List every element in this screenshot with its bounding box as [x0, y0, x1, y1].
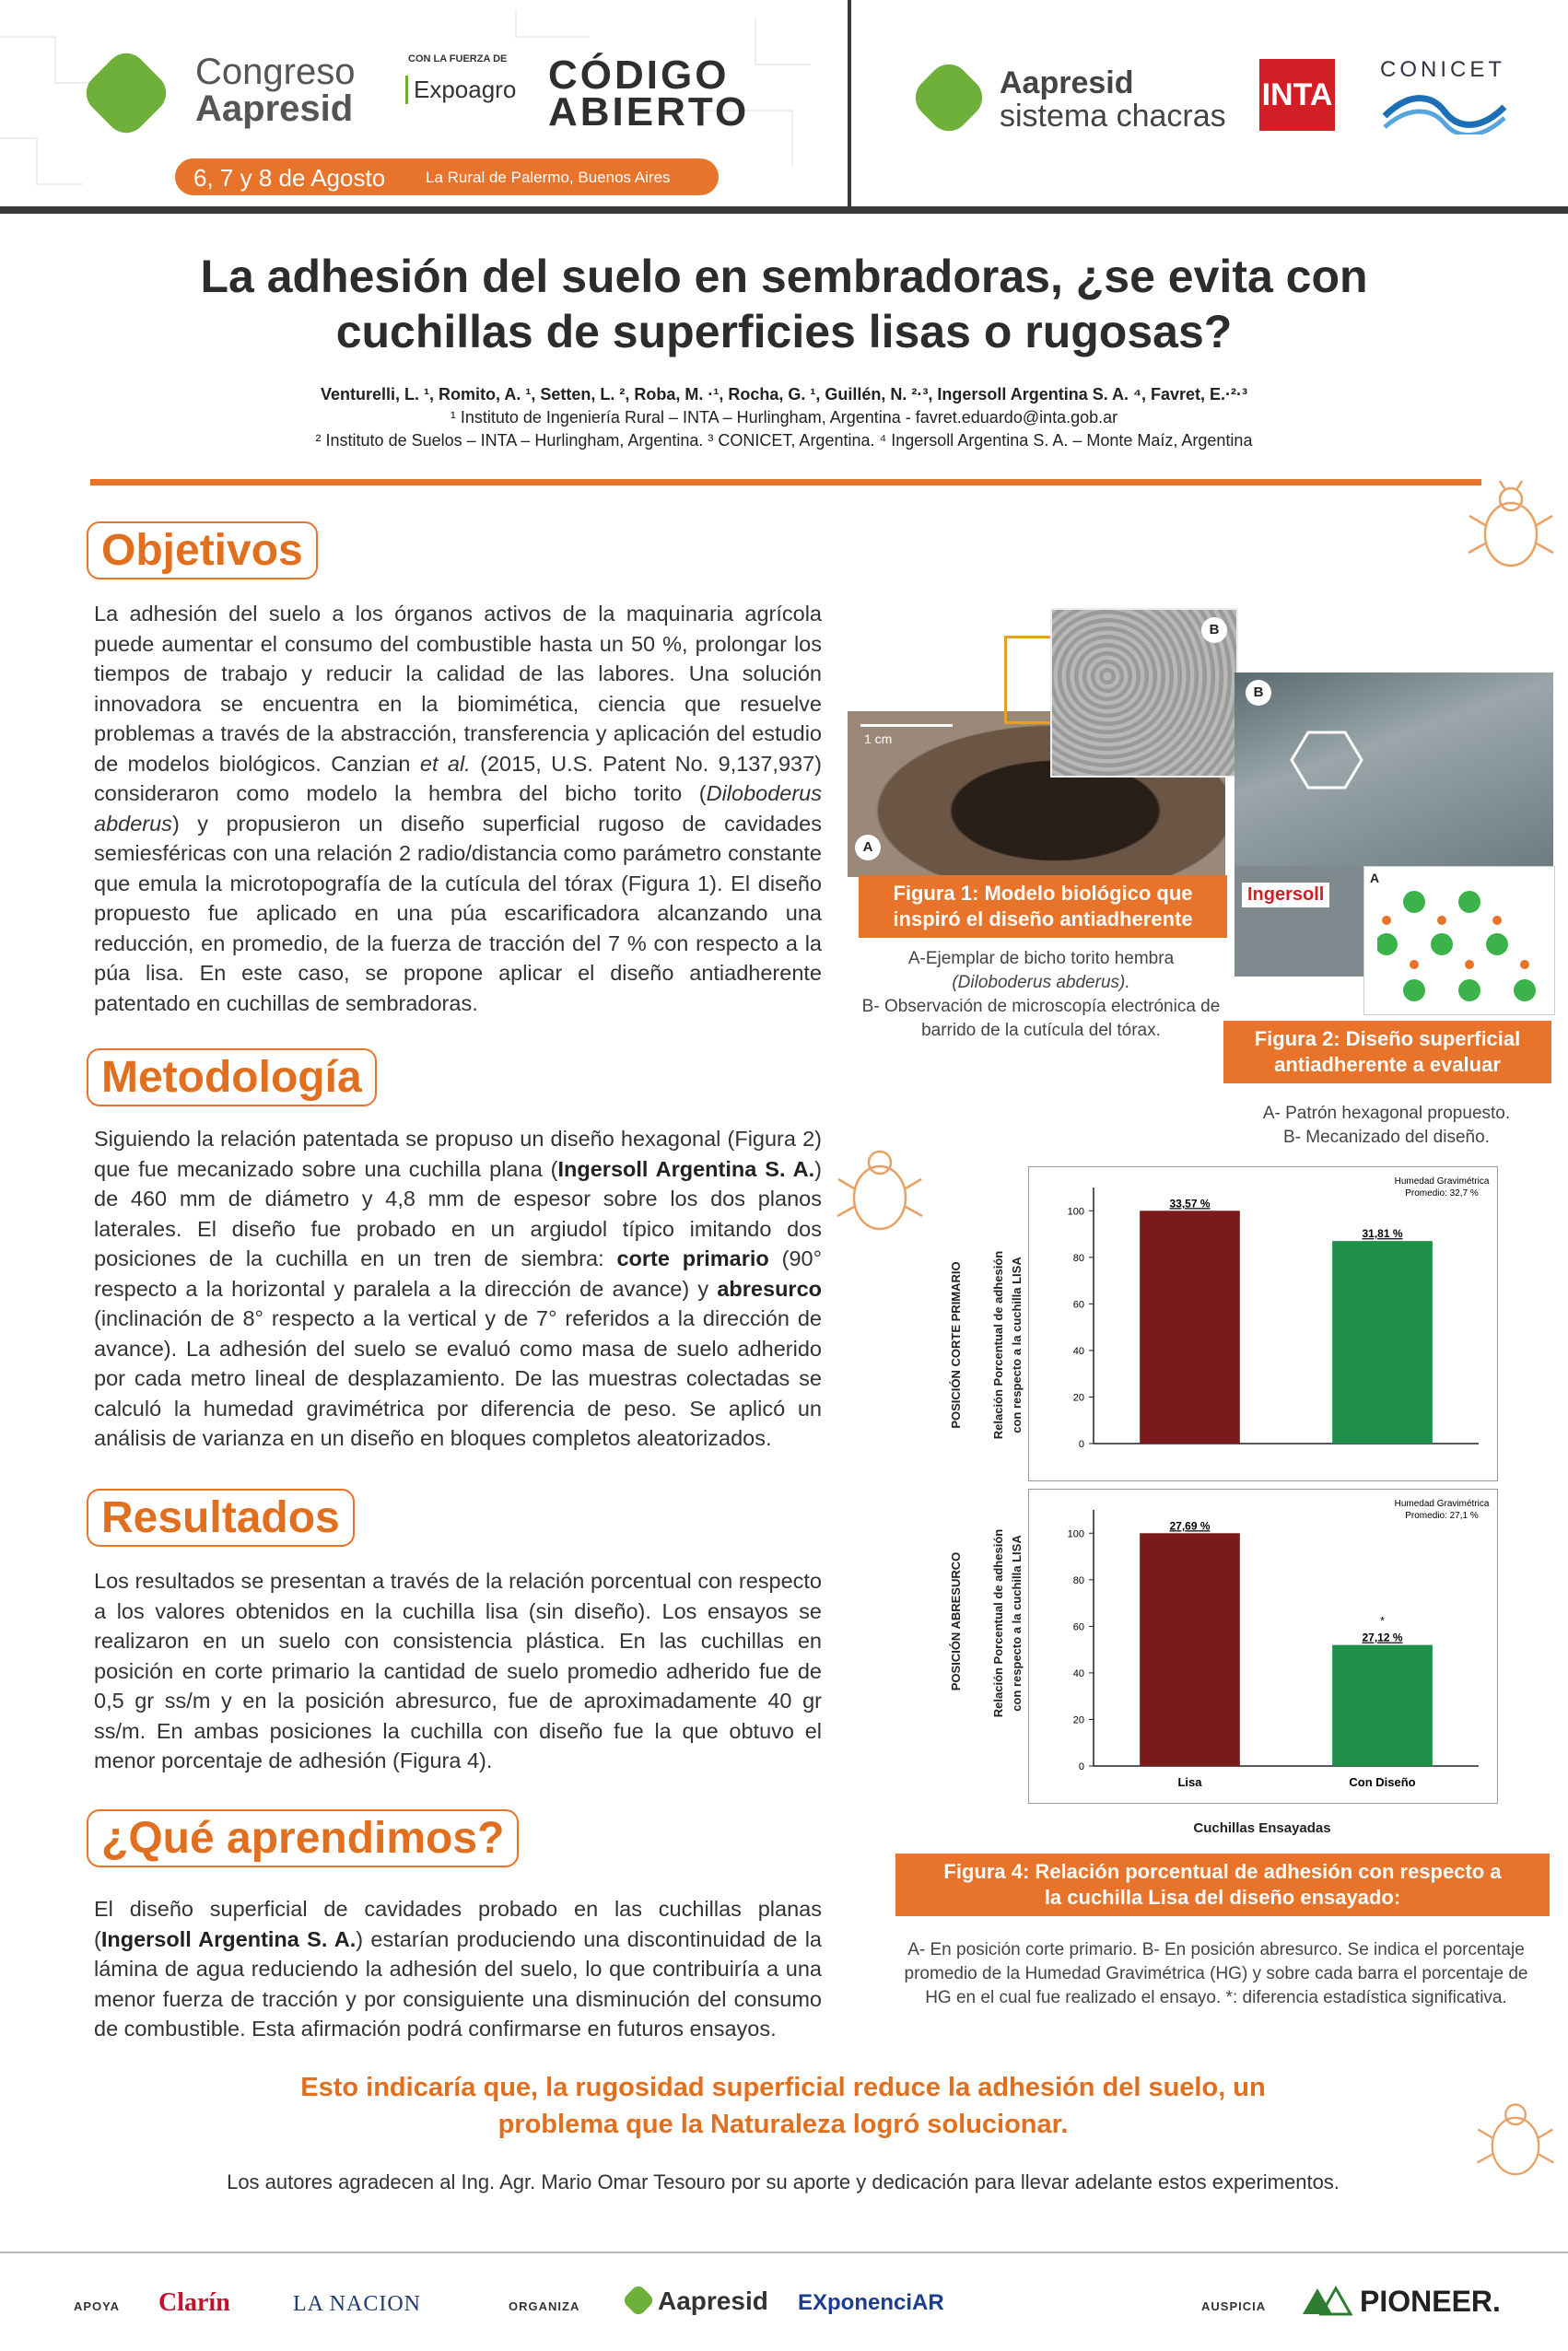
congreso-logo-text — [195, 53, 355, 127]
beetle-icon — [1465, 479, 1557, 580]
fig1-badge-a: A — [855, 835, 881, 860]
poster-title — [74, 249, 1494, 359]
fig4-description: A- En posición corte primario. B- En posición abresurco. Se indica el porcentaje promedio de la Humedad Gravimétrica (HG) y sobre cada barra el porcentaje de HG en el cual fue realizado el ensayo. *: diferencia estadística significativa. — [904, 1940, 1528, 2007]
dates-banner — [175, 158, 719, 195]
beetle-icon-2 — [829, 1142, 930, 1244]
chart-xlabel: Cuchillas Ensayadas — [1193, 1820, 1331, 1836]
fig1-caption — [859, 875, 1227, 938]
fig2-badge-a: A — [1370, 871, 1380, 885]
y-tick-label: 80 — [1072, 1252, 1084, 1264]
ylabel-chart1-line2: con respecto a la cuchilla LISA — [1010, 1257, 1024, 1433]
chart-corte-primario — [1028, 1166, 1498, 1481]
y-tick-label: 60 — [1072, 1299, 1084, 1311]
pioneer-icon — [1299, 2285, 1354, 2318]
fig1-caption-line2: inspiró el diseño antiadherente — [893, 907, 1193, 930]
metodologia-text — [94, 1124, 822, 1454]
authors: Venturelli, L. ¹, Romito, A. ¹, Setten, L. ², Roba, M. ·¹, Rocha, G. ¹, Guillén, N. ²·³, Ingersoll Argentina S. A. ⁴, Favret, E.·²·³ — [321, 385, 1247, 404]
objetivos-text — [94, 599, 822, 1018]
fig1-caption-line1: Figura 1: Modelo biológico que — [893, 882, 1193, 905]
fig2-caption — [1223, 1021, 1551, 1083]
fig2-desc-b: B- Mecanizado del diseño. — [1283, 1128, 1490, 1147]
ylabel-chart2-line2: con respecto a la cuchilla LISA — [1010, 1535, 1024, 1712]
hg-legend-line1: Humedad Gravimétrica — [1394, 1176, 1490, 1187]
y-tick-label: 40 — [1072, 1667, 1084, 1679]
title-line1: La adhesión del suelo en sembradoras, ¿se evita con — [200, 251, 1368, 302]
hexagon-overlay — [1290, 728, 1363, 792]
x-tick-label: Con Diseño — [1349, 1775, 1416, 1789]
pioneer-logo: PIONEER. — [1360, 2285, 1501, 2318]
y-tick-label: 80 — [1072, 1574, 1084, 1586]
codigo-abierto-logo — [548, 53, 750, 135]
title-rule — [90, 479, 1481, 485]
bar-lisa — [1140, 1211, 1240, 1444]
exponenciar-logo: EXponenciAR — [798, 2290, 944, 2315]
event-dates: 6, 7 y 8 de Agosto — [193, 164, 386, 192]
x-tick-label: Lisa — [1177, 1775, 1202, 1789]
fig1-desc-species: (Diloboderus abderus). — [952, 973, 1130, 992]
section-heading-resultados: Resultados — [87, 1489, 355, 1547]
significance-marker: * — [1380, 1614, 1385, 1628]
y-tick-label: 0 — [1078, 1439, 1084, 1450]
ingersoll-blade-photo — [1235, 866, 1363, 977]
row-label-abresurco — [949, 1492, 977, 1750]
fig2-badge-b: B — [1246, 680, 1271, 706]
ingersoll-label: Ingersoll — [1242, 883, 1329, 907]
fig2-caption-line1: Figura 2: Diseño superficial — [1254, 1027, 1521, 1050]
conicet-logo-text: CONICET — [1380, 57, 1505, 82]
chart-abresurco — [1028, 1489, 1498, 1804]
sistema-line2: sistema chacras — [1000, 99, 1226, 134]
beetle-icon-3 — [1474, 2091, 1557, 2193]
hg-legend-line1: Humedad Gravimétrica — [1394, 1499, 1490, 1509]
clarin-logo: Clarín — [158, 2288, 230, 2317]
fig4-caption — [895, 1854, 1550, 1916]
acknowledgements: Los autores agradecen al Ing. Agr. Mario Omar Tesouro por su aporte y dedicación para llevar adelante estos experimentos. — [227, 2170, 1340, 2193]
metodologia-b3: abresurco — [717, 1276, 822, 1301]
metodologia-t1: Siguiendo la relación patentada se propuso un diseño hexagonal (Figura 2) que fue mecanizado sobre una cuchilla plana ( — [94, 1127, 822, 1181]
conclusion-line2: problema que la Naturaleza logró solucionar. — [497, 2110, 1069, 2139]
hg-legend-line2: Promedio: 27,1 % — [1405, 1511, 1479, 1521]
expoagro-logo: Expoagro — [405, 76, 516, 104]
header-divider — [848, 0, 851, 206]
conicet-wave-icon — [1380, 88, 1509, 135]
fig1-description — [848, 947, 1235, 1043]
bar-lisa — [1140, 1533, 1240, 1766]
footer-rule — [0, 2252, 1568, 2253]
footer-apoya-label: APOYA — [74, 2299, 121, 2313]
metodologia-b2: corte primario — [616, 1246, 769, 1270]
title-line2: cuchillas de superficies lisas o rugosas? — [335, 306, 1233, 357]
aapresid-sistema-logo-icon — [907, 56, 991, 140]
aprendimos-t1: El diseño superficial de cavidades probado en las cuchillas planas ( — [94, 1897, 822, 1951]
hexagonal-pattern-diagram — [1363, 866, 1555, 1015]
aprendimos-text — [94, 1894, 822, 2044]
objetivos-species: Diloboderus abderus — [94, 781, 822, 836]
congreso-line1: Congreso — [195, 52, 356, 92]
y-tick-label: 20 — [1072, 1392, 1084, 1404]
codigo-line1: CÓDIGO — [548, 53, 730, 98]
y-tick-label: 0 — [1078, 1761, 1084, 1772]
ylabel-chart1-line1: Relación Porcentual de adhesión — [991, 1250, 1005, 1440]
bar-con-diseño — [1332, 1645, 1433, 1766]
footer-organiza-label: ORGANIZA — [509, 2299, 580, 2313]
footer-aapresid-logo: Aapresid — [658, 2287, 768, 2315]
affiliation-2: ² Instituto de Suelos – INTA – Hurlingham, Argentina. ³ CONICET, Argentina. ⁴ Ingersoll Argentina S. A. – Monte Maíz, Argentina — [315, 431, 1253, 450]
fig2-desc-a: A- Patrón hexagonal propuesto. — [1262, 1104, 1511, 1123]
conclusion-line1: Esto indicaría que, la rugosidad superficial reduce la adhesión del suelo, un — [300, 2073, 1266, 2102]
fig4-caption-line1: Figura 4: Relación porcentual de adhesión con respecto a — [943, 1860, 1502, 1883]
scale-bar — [860, 724, 953, 727]
fig1-badge-b: B — [1201, 617, 1227, 643]
y-tick-label: 100 — [1067, 1528, 1084, 1540]
aprendimos-t2: ) estarían produciendo una discontinuidad de la lámina de agua reduciendo la adhesión del suelo, lo que contribuiría a una menor fuerza de tracción y por consiguiente una disminución del consumo de combustible. Esta afirmación podrá confirmarse en futuros ensayos. — [94, 1926, 822, 2041]
sistema-chacras-logo — [1000, 66, 1226, 133]
bar-con-diseño — [1332, 1241, 1433, 1444]
y-tick-label: 60 — [1072, 1621, 1084, 1633]
row-label-corte-text: POSICIÓN CORTE PRIMARIO — [949, 1261, 963, 1429]
ylabel-chart2-line1: Relación Porcentual de adhesión — [991, 1528, 1005, 1718]
conclusion — [175, 2069, 1391, 2143]
objetivos-p1b: (2015, U.S. Patent No. 9,137,937) consideraron como modelo la hembra del bicho torito ( — [94, 751, 822, 805]
bar-data-label: 31,81 % — [1362, 1227, 1403, 1241]
section-heading-metodologia: Metodología — [87, 1048, 377, 1106]
scale-label: 1 cm — [864, 731, 893, 746]
bar-data-label: 27,12 % — [1362, 1631, 1403, 1644]
y-tick-label: 100 — [1067, 1206, 1084, 1218]
objetivos-p1: La adhesión del suelo a los órganos activos de la maquinaria agrícola puede aumentar el consumo del combustible hasta un 50 %, prolongar los tiempos de trabajo y reducir la calidad de las labores. Una solución innovadora se encuentra en la biomimética, ciencia que resuelve problemas a través de la abstracción, transferencia y aplicación del estudio de modelos biológicos. Canzian — [94, 602, 822, 776]
objetivos-p1c: ) y propusieron un diseño superficial rugoso de cavidades semiesféricas con una relación 2 radio/distancia como parámetro constante que emula la microtopografía de la cutícula del tórax (Figura 1). El diseño propuesto fue aplicado en una púa escarificadora alcanzando una reducción, en promedio, de la fuerza de tracción del 7 % con respecto a la púa lisa. En este caso, se propone aplicar el diseño antiadherente patentado en cuchillas de sembradoras. — [94, 811, 822, 1015]
affiliation-1: ¹ Instituto de Ingeniería Rural – INTA – Hurlingham, Argentina - favret.eduardo@inta.gob.ar — [450, 408, 1118, 427]
fig4-caption-line2: la cuchilla Lisa del diseño ensayado: — [1044, 1886, 1401, 1909]
dot-pattern — [1377, 883, 1543, 1009]
y-tick-label: 40 — [1072, 1345, 1084, 1357]
metodologia-t4: (inclinación de 8° respecto a la vertical y de 7° referidos a la dirección de avance). La adhesión del suelo se evaluó como masa de suelo adherido por cada metro lineal de desplazamiento. De las muestras colectadas se calculó la humedad gravimétrica por diferencia de peso. Se aplicó un análisis de varianza en un diseño en bloques completos aleatorizados. — [94, 1306, 822, 1450]
machined-blade-photo — [1235, 673, 1553, 866]
sistema-line1: Aapresid — [1000, 65, 1134, 100]
poster-header — [0, 0, 1568, 214]
objetivos-etal: et al. — [419, 751, 471, 776]
metodologia-t2: ) de 460 mm de diámetro y 4,8 mm de espesor sobre los dos planos laterales. El diseño fue probado en un argiudol típico imitando dos posiciones de la cuchilla en un tren de siembra: — [94, 1156, 822, 1270]
row-label-abresurco-text: POSICIÓN ABRESURCO — [949, 1551, 963, 1691]
footer-auspicia-label: AUSPICIA — [1201, 2299, 1267, 2313]
section-heading-aprendimos: ¿Qué aprendimos? — [87, 1809, 519, 1867]
metodologia-b1: Ingersoll Argentina S. A. — [557, 1156, 815, 1181]
sem-micrograph — [1050, 608, 1238, 778]
fig2-description — [1216, 1102, 1557, 1150]
section-heading-objetivos: Objetivos — [87, 521, 318, 579]
resultados-text: Los resultados se presentan a través de la relación porcentual con respecto a los valores obtenidos en la cuchilla lisa (sin diseño). Los ensayos se realizaron en un suelo con consistencia plástica. En las cuchillas en posición en corte primario la cantidad de suelo promedio adherido fue de 0,5 gr ss/m y en la posición abresurco, fue de aproximadamente 40 gr ss/m. En ambas posiciones la cuchilla con diseño fue la que obtuvo el menor porcentaje de adhesión (Figura 4). — [94, 1569, 822, 1772]
expoagro-tagline: CON LA FUERZA DE — [408, 53, 508, 64]
y-tick-label: 20 — [1072, 1714, 1084, 1726]
inta-logo: INTA — [1259, 59, 1335, 131]
fig1-desc-a: A-Ejemplar de bicho torito hembra — [907, 949, 1175, 968]
header-bottom-bar — [0, 206, 1568, 214]
bar-data-label: 33,57 % — [1169, 1197, 1211, 1211]
event-place: La Rural de Palermo, Buenos Aires — [426, 169, 671, 186]
fig2-caption-line2: antiadherente a evaluar — [1274, 1053, 1501, 1076]
fig1-desc-b: B- Observación de microscopía electrónica de barrido de la cutícula del tórax. — [861, 997, 1221, 1040]
metodologia-t3: (90° respecto a la horizontal y paralela a la dirección de avance) y — [94, 1246, 822, 1301]
hg-legend-line2: Promedio: 32,7 % — [1405, 1188, 1479, 1199]
congreso-line2: Aapresid — [195, 88, 354, 129]
footer-aapresid-icon — [622, 2284, 656, 2318]
la-nacion-logo: LA NACION — [293, 2292, 421, 2316]
codigo-line2: ABIERTO — [548, 89, 750, 135]
bar-data-label: 27,69 % — [1169, 1519, 1211, 1533]
aprendimos-b1: Ingersoll Argentina S. A. — [100, 1926, 357, 1951]
row-label-corte — [949, 1225, 977, 1465]
